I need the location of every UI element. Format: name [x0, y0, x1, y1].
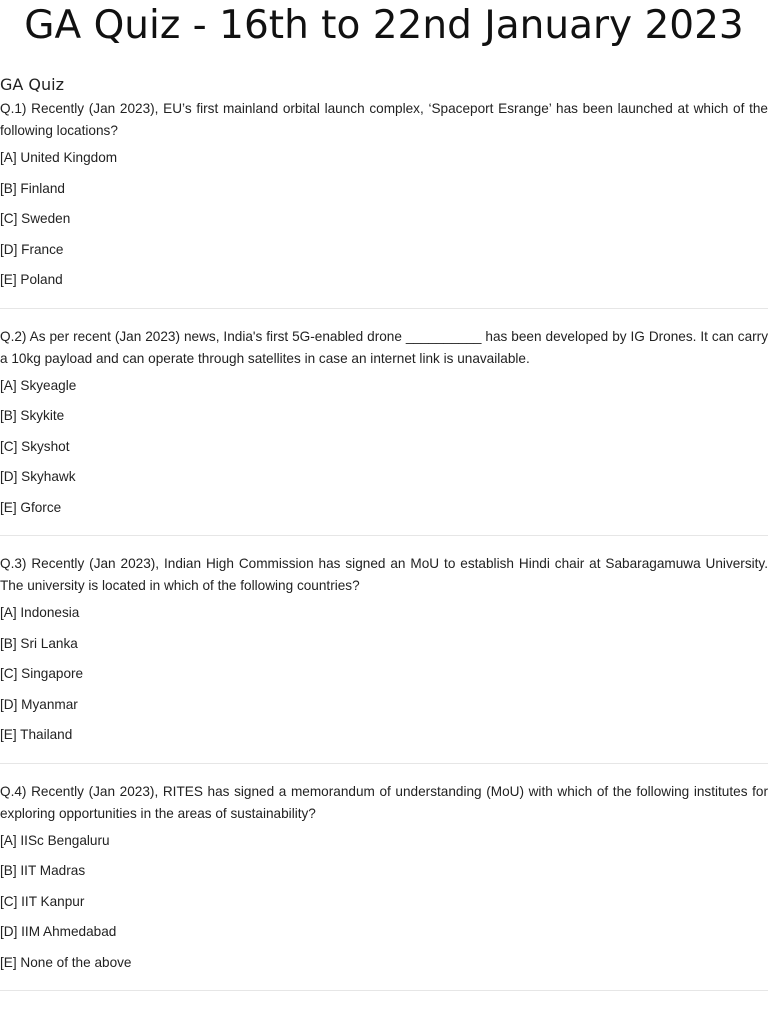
- option-d: [D] Skyhawk: [0, 469, 76, 484]
- option-d: [D] Myanmar: [0, 696, 78, 712]
- option-e: [E] Thailand: [0, 727, 73, 742]
- option-b: [B] Finland: [0, 180, 65, 196]
- option-a: [A] Indonesia: [0, 605, 80, 620]
- quiz-list: [0, 98, 768, 991]
- option-list: [0, 597, 768, 763]
- question-text: Q.4) Recently (Jan 2023), RITES has signed a memorandum of understanding (MoU) with which of the following institutes for exploring opportunities in the areas of sustainability?: [0, 783, 768, 821]
- question-block: [0, 98, 768, 309]
- option-c: [C] IIT Kanpur: [0, 893, 85, 909]
- option-list: [0, 825, 768, 991]
- option-a: [A] United Kingdom: [0, 150, 118, 165]
- option-a: [A] IISc Bengaluru: [0, 832, 110, 848]
- option-b: [B] Sri Lanka: [0, 635, 78, 651]
- question-text: Q.3) Recently (Jan 2023), Indian High Commission has signed an MoU to establish Hindi chair at Sabaragamuwa University. The university is located in which of the following countries?: [0, 556, 768, 593]
- option-e: [E] Gforce: [0, 499, 62, 515]
- option-b: [B] Skykite: [0, 408, 65, 423]
- question-block: [0, 536, 768, 764]
- option-d: [D] France: [0, 241, 64, 257]
- option-e: [E] Poland: [0, 272, 63, 287]
- section-heading: GA Quiz: [0, 75, 65, 94]
- option-list: [0, 370, 768, 536]
- question-text: Q.1) Recently (Jan 2023), EU’s first mainland orbital launch complex, ‘Spaceport Esrange’ has been launched at which of the following locations?: [0, 101, 768, 138]
- question-text: Q.2) As per recent (Jan 2023) news, India's first 5G-enabled drone __________ has been developed by IG Drones. It can carry a 10kg payload and can operate through satellites in case an internet link is unavailable.: [0, 328, 768, 366]
- option-c: [C] Sweden: [0, 211, 71, 226]
- page-title: GA Quiz - 16th to 22nd January 2023: [24, 3, 744, 48]
- option-b: [B] IIT Madras: [0, 863, 86, 878]
- question-block: [0, 764, 768, 992]
- option-list: [0, 142, 768, 308]
- option-a: [A] Skyeagle: [0, 377, 77, 393]
- option-c: [C] Skyshot: [0, 438, 70, 454]
- option-c: [C] Singapore: [0, 666, 84, 681]
- option-e: [E] None of the above: [0, 954, 132, 970]
- option-d: [D] IIM Ahmedabad: [0, 924, 117, 939]
- question-block: [0, 309, 768, 537]
